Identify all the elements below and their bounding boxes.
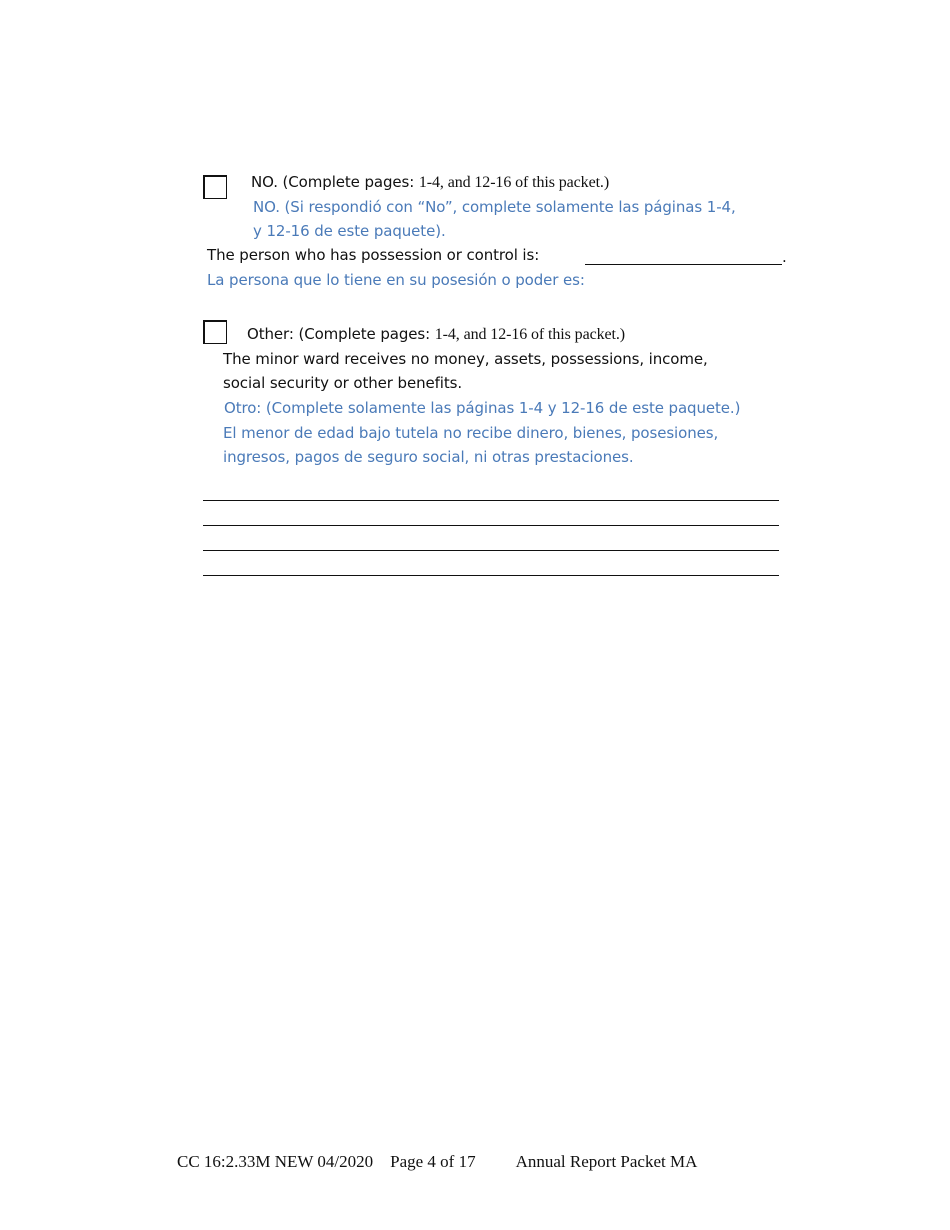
footer-page-number: Page 4 of 17 bbox=[390, 1152, 476, 1171]
no-label-en-prefix: NO. (Complete pages: bbox=[251, 173, 419, 191]
explanation-line-4[interactable] bbox=[203, 575, 779, 576]
footer-form-code: CC 16:2.33M NEW 04/2020 bbox=[177, 1152, 374, 1171]
footer-title: Annual Report Packet MA bbox=[515, 1152, 698, 1171]
explanation-line-3[interactable] bbox=[203, 550, 779, 551]
other-checkbox[interactable] bbox=[203, 320, 227, 344]
other-label-es-line1: Otro: (Complete solamente las páginas 1-4 y 12-16 de este paquete.) bbox=[224, 399, 741, 417]
no-label-en-pages: 1-4, and 12-16 of this packet.) bbox=[418, 174, 610, 191]
possession-input[interactable] bbox=[585, 264, 782, 265]
possession-label-es: La persona que lo tiene en su posesión o poder es: bbox=[207, 271, 585, 289]
no-label-es-line1: NO. (Si respondió con “No”, complete solamente las páginas 1-4, bbox=[253, 198, 736, 216]
explanation-line-2[interactable] bbox=[203, 525, 779, 526]
other-desc-en-line2: social security or other benefits. bbox=[223, 374, 463, 392]
no-checkbox[interactable] bbox=[203, 175, 227, 199]
no-label-es-line2: y 12-16 de este paquete). bbox=[253, 222, 446, 240]
other-label-en bbox=[247, 325, 625, 344]
other-desc-es-line2: ingresos, pagos de seguro social, ni otras prestaciones. bbox=[223, 448, 634, 466]
page-footer bbox=[177, 1152, 697, 1172]
no-label-en bbox=[251, 173, 609, 192]
explanation-line-1[interactable] bbox=[203, 500, 779, 501]
other-label-en-prefix: Other: (Complete pages: bbox=[247, 325, 435, 343]
possession-period: . bbox=[782, 248, 787, 266]
other-desc-es-line1: El menor de edad bajo tutela no recibe dinero, bienes, posesiones, bbox=[223, 424, 719, 442]
possession-label-en: The person who has possession or control is: bbox=[207, 246, 540, 264]
other-label-en-pages: 1-4, and 12-16 of this packet.) bbox=[434, 326, 625, 343]
other-desc-en-line1: The minor ward receives no money, assets, possessions, income, bbox=[223, 350, 708, 368]
